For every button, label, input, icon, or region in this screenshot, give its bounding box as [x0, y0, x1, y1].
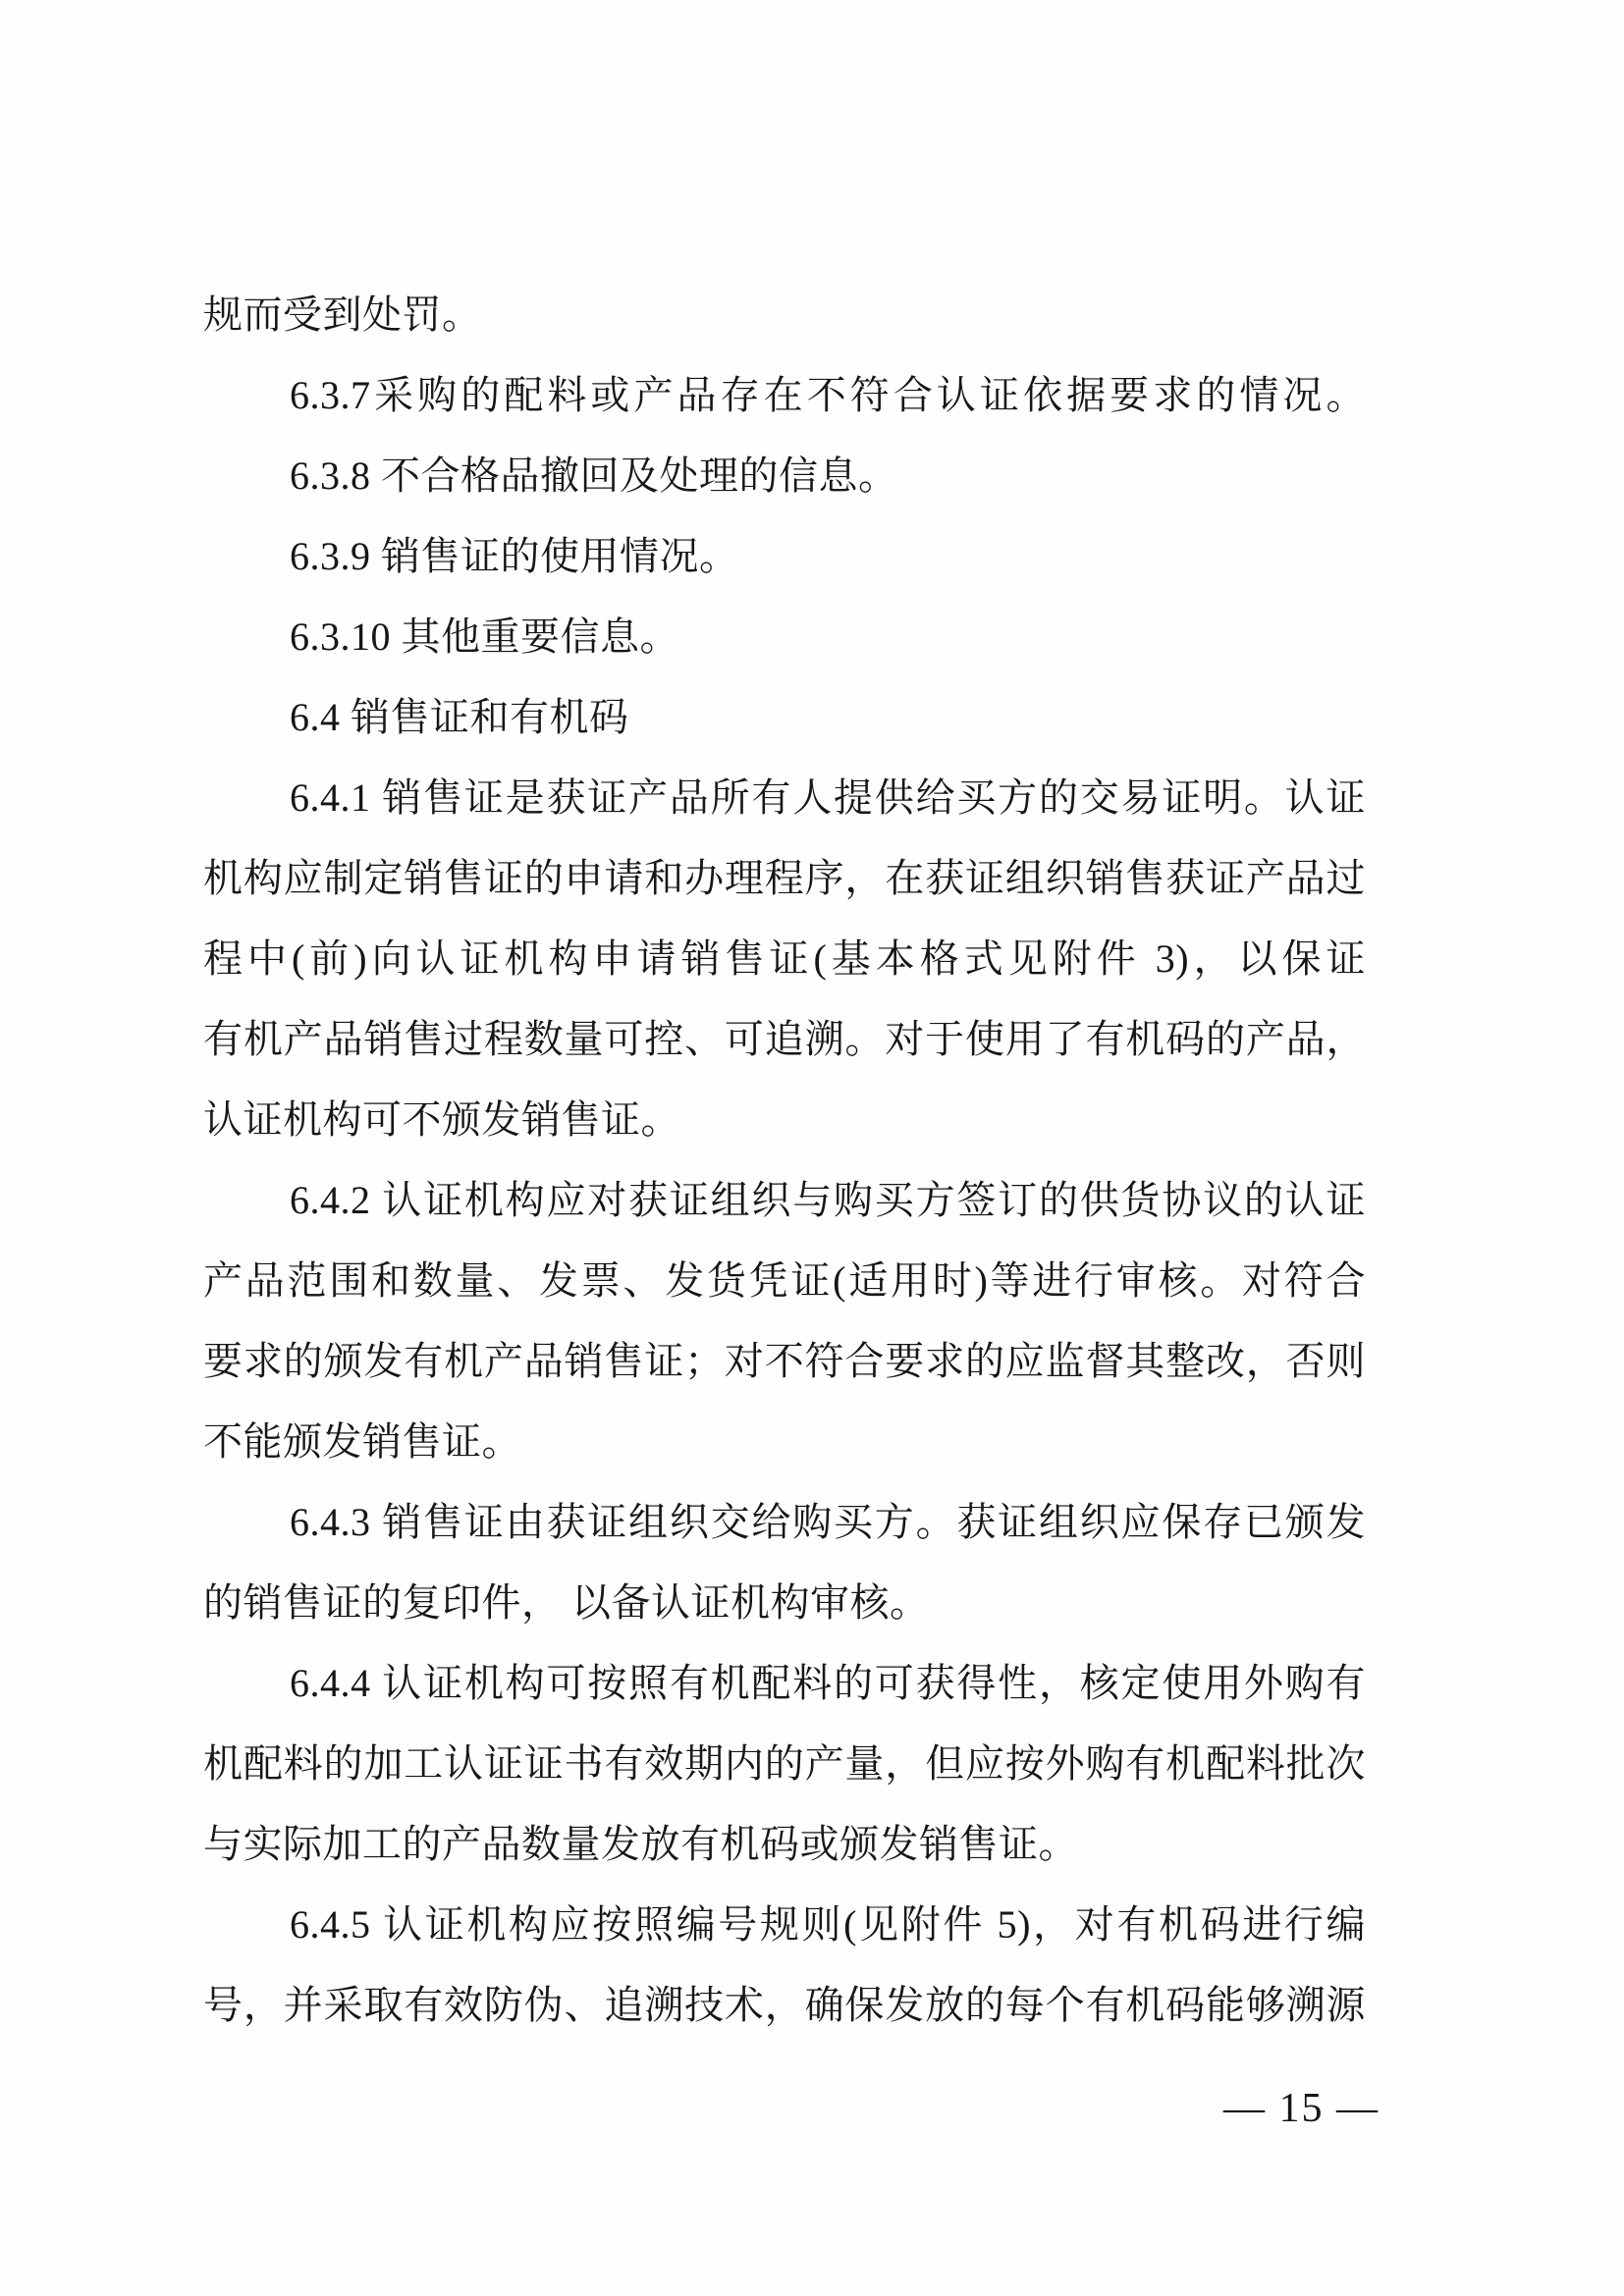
body-text-line: 要求的颁发有机产品销售证；对不符合要求的应监督其整改，否则: [203, 1339, 1366, 1383]
body-text-line: 6.3.9 销售证的使用情况。: [290, 534, 739, 578]
body-text-line: 6.3.7采购的配料或产品存在不符合认证依据要求的情况。: [290, 373, 1366, 417]
body-text-line: 规而受到处罚。: [203, 293, 482, 337]
body-text-line: 6.4.2 认证机构应对获证组织与购买方签订的供货协议的认证: [290, 1178, 1366, 1222]
body-text-line: 产品范围和数量、发票、发货凭证(适用时)等进行审核。对符合: [203, 1258, 1366, 1303]
body-text-line: 程中(前)向认证机构申请销售证(基本格式见附件 3)，以保证: [203, 936, 1366, 981]
body-text-line: 6.4 销售证和有机码: [290, 695, 629, 739]
body-text-line: 的销售证的复印件， 以备认证机构审核。: [203, 1580, 930, 1625]
body-text-line: 认证机构可不颁发销售证。: [203, 1097, 680, 1142]
page-number-footer: — 15 —: [1223, 2086, 1380, 2131]
body-text-line: 不能颁发销售证。: [203, 1419, 521, 1464]
page-body: [203, 275, 1366, 2046]
body-text-line: 6.3.10 其他重要信息。: [290, 614, 679, 659]
body-text-line: 号，并采取有效防伪、追溯技术，确保发放的每个有机码能够溯源: [203, 1983, 1366, 2027]
body-text-line: 6.3.8 不合格品撤回及处理的信息。: [290, 454, 898, 498]
body-text-line: 6.4.4 认证机构可按照有机配料的可获得性，核定使用外购有: [290, 1661, 1366, 1705]
body-text-line: 6.4.3 销售证由获证组织交给购买方。获证组织应保存已颁发: [290, 1500, 1366, 1544]
body-text-line: 机构应制定销售证的申请和办理程序，在获证组织销售获证产品过: [203, 856, 1366, 900]
body-text-line: 6.4.1 销售证是获证产品所有人提供给买方的交易证明。认证: [290, 775, 1366, 820]
body-text-line: 6.4.5 认证机构应按照编号规则(见附件 5)，对有机码进行编: [290, 1902, 1366, 1947]
body-text-line: 与实际加工的产品数量发放有机码或颁发销售证。: [203, 1822, 1078, 1866]
body-text-line: 机配料的加工认证证书有效期内的产量，但应按外购有机配料批次: [203, 1741, 1366, 1786]
body-text-line: 有机产品销售过程数量可控、可追溯。对于使用了有机码的产品，: [203, 1017, 1366, 1061]
